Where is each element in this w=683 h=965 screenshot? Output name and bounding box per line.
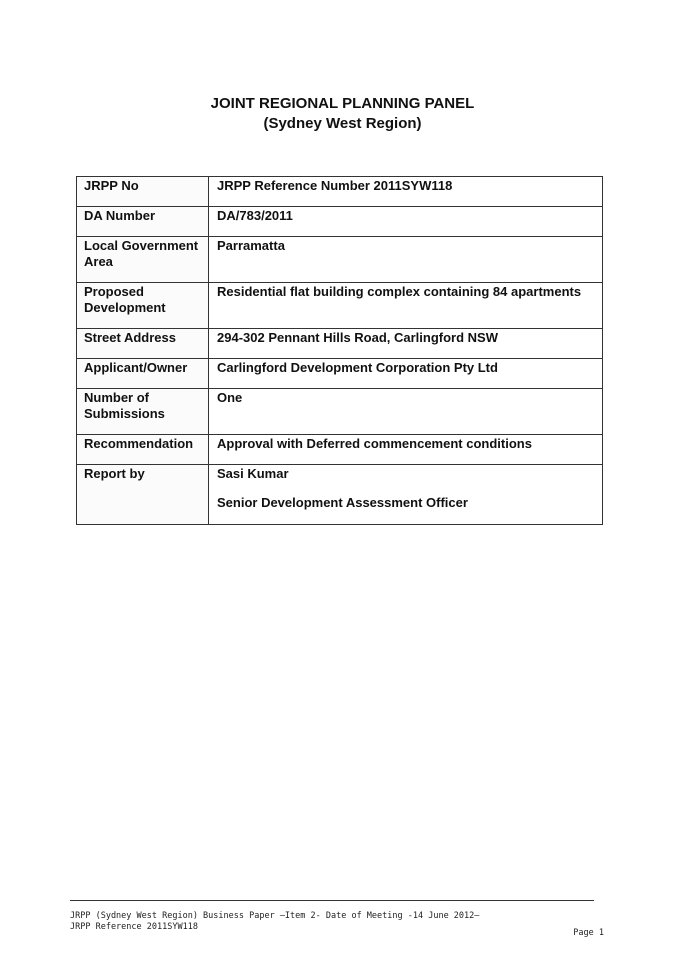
row-label: Recommendation: [77, 435, 209, 465]
table-row-report-by: [77, 465, 603, 525]
document-subtitle: (Sydney West Region): [263, 115, 422, 132]
footer-line-2: JRPP Reference 2011SYW118: [70, 922, 198, 932]
table-row-proposed-development: [77, 283, 603, 329]
row-label: Applicant/Owner: [77, 359, 209, 389]
table-row-local-government-area: [77, 237, 603, 283]
row-label: Local Government Area: [77, 237, 209, 283]
document-header: [0, 94, 683, 134]
document-title: JOINT REGIONAL PLANNING PANEL: [210, 95, 475, 112]
table-row-applicant-owner: [77, 359, 603, 389]
row-value: 294-302 Pennant Hills Road, Carlingford NSW: [209, 329, 603, 359]
row-value: One: [209, 389, 603, 435]
report-author-title: Senior Development Assessment Officer: [217, 495, 468, 510]
row-value: Parramatta: [209, 237, 603, 283]
row-value-cell: [209, 465, 603, 525]
row-label: Report by: [77, 465, 209, 525]
footer-line-1: JRPP (Sydney West Region) Business Paper –Item 2- Date of Meeting -14 June 2012–: [70, 911, 480, 921]
page-number: Page 1: [573, 928, 604, 938]
row-label: Proposed Development: [77, 283, 209, 329]
row-label: JRPP No: [77, 177, 209, 207]
summary-table: [76, 176, 603, 525]
row-value: Approval with Deferred commencement conditions: [209, 435, 603, 465]
table-row-street-address: [77, 329, 603, 359]
page-footer: [70, 911, 604, 938]
row-value: JRPP Reference Number 2011SYW118: [209, 177, 603, 207]
report-author-name: Sasi Kumar: [217, 466, 289, 481]
table-row-jrpp-no: [77, 177, 603, 207]
row-label: Street Address: [77, 329, 209, 359]
table-row-recommendation: [77, 435, 603, 465]
table-row-da-number: [77, 207, 603, 237]
row-value: Residential flat building complex containing 84 apartments: [209, 283, 603, 329]
row-label: Number of Submissions: [77, 389, 209, 435]
footer-divider: [70, 900, 594, 901]
row-value: Carlingford Development Corporation Pty Ltd: [209, 359, 603, 389]
table-row-number-of-submissions: [77, 389, 603, 435]
row-value: DA/783/2011: [209, 207, 603, 237]
row-label: DA Number: [77, 207, 209, 237]
